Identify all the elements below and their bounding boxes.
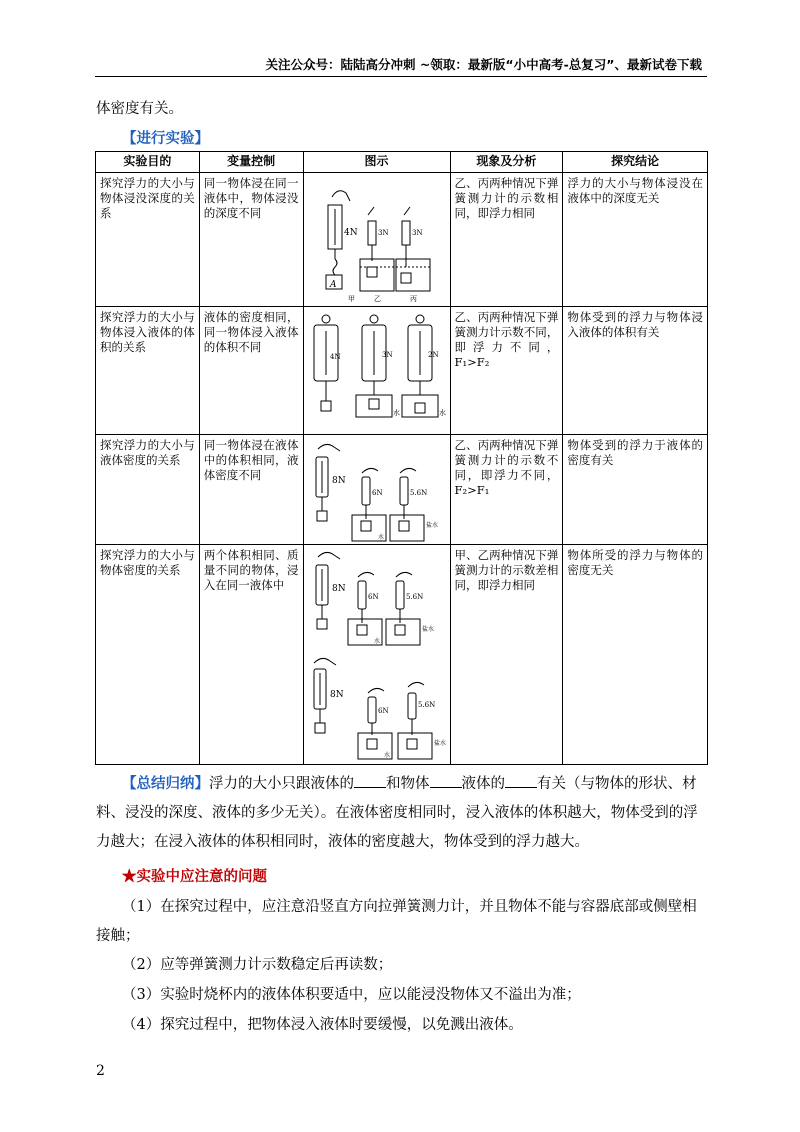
label-3n: 3N [381, 350, 393, 359]
label-4n: 4N [329, 352, 341, 361]
row-analysis: 乙、丙两种情况下弹簧测力计的示数相同，即浮力相同 [450, 173, 563, 307]
fill-blank [354, 773, 386, 788]
label-water: 水 [377, 533, 384, 541]
label-salt-water: 盐水 [425, 521, 438, 529]
label-3n-b: 3N [411, 228, 423, 237]
label-6n-b: 6N [377, 706, 389, 715]
label-yi: 乙 [373, 294, 381, 303]
row-conclusion: 物体受到的浮力于液体的密度有关 [563, 435, 708, 545]
summary-part3: 液体的 [461, 776, 505, 792]
label-3n-a: 3N [377, 228, 389, 237]
table-row [96, 545, 708, 765]
label-water-b: 水 [438, 408, 446, 417]
summary-paragraph [96, 769, 710, 857]
label-4n: 4N [343, 227, 358, 238]
label-bing: 丙 [409, 294, 417, 303]
label-2n: 2N [427, 350, 439, 359]
table-header-row [96, 152, 708, 173]
row-conclusion: 物体受到的浮力与物体浸入液体的体积有关 [563, 307, 708, 435]
header-analysis: 现象及分析 [450, 152, 563, 173]
row-analysis: 甲、乙两种情况下弹簧测力计的示数差相同，即浮力相同 [450, 545, 563, 765]
fill-blank [505, 773, 537, 788]
spring-scale-object-density-diagram [304, 547, 450, 763]
row-analysis: 乙、丙两种情况下弹簧测力计的示数不同，即浮力不同，F₂>F₁ [450, 435, 563, 545]
label-water-a: 水 [373, 637, 380, 645]
label-a: A [329, 279, 337, 290]
intro-text: 体密度有关。 [96, 101, 183, 117]
notes-title: ★实验中应注意的问题 [122, 868, 267, 885]
note-item: （1）在探究过程中，应注意沿竖直方向拉弹簧测力计，并且物体不能与容器底部或侧壁相接触； [96, 899, 697, 944]
row-figure [303, 545, 450, 765]
summary-part1: 浮力的大小只跟液体的 [209, 776, 354, 792]
label-5-6n: 5.6N [409, 488, 427, 497]
note-item: （2）应等弹簧测力计示数稳定后再读数； [122, 957, 393, 973]
row-purpose: 探究浮力的大小与物体浸入液体的体积的关系 [96, 307, 200, 435]
header-divider [95, 76, 707, 77]
page-number: 2 [96, 1063, 105, 1079]
row-control: 同一物体浸在同一液体中，物体浸没的深度不同 [199, 173, 303, 307]
row-purpose: 探究浮力的大小与物体密度的关系 [96, 545, 200, 765]
row-control: 液体的密度相同，同一物体浸入液体的体积不同 [199, 307, 303, 435]
note-item: （4）探究过程中，把物体浸入液体时要缓慢，以免溅出液体。 [122, 1017, 523, 1033]
header-figure: 图示 [303, 152, 450, 173]
label-5-6n-a: 5.6N [405, 592, 423, 601]
fill-blank [430, 773, 462, 788]
section-title: 【进行实验】 [122, 130, 209, 147]
label-water-a: 水 [392, 408, 400, 417]
experiment-table [95, 151, 708, 765]
header-purpose: 实验目的 [96, 152, 200, 173]
table-row [96, 173, 708, 307]
row-purpose: 探究浮力的大小与物体浸没深度的关系 [96, 173, 200, 307]
page-header: 关注公众号：陆陆高分冲刺 ~领取：最新版“小中高考-总复习”、最新试卷下载 [265, 57, 702, 72]
row-analysis: 乙、丙两种情况下弹簧测力计示数不同，即浮力不同，F₁>F₂ [450, 307, 563, 435]
summary-part2: 和物体 [386, 776, 430, 792]
label-6n-a: 6N [367, 592, 379, 601]
row-conclusion: 物体所受的浮力与物体的密度无关 [563, 545, 708, 765]
row-purpose: 探究浮力的大小与液体密度的关系 [96, 435, 200, 545]
spring-scale-volume-diagram [304, 309, 450, 433]
spring-scale-density-diagram [304, 437, 450, 543]
table-row [96, 435, 708, 545]
row-control: 两个体积相同、质量不同的物体，浸入在同一液体中 [199, 545, 303, 765]
table-row [96, 307, 708, 435]
row-figure [303, 435, 450, 545]
row-control: 同一物体浸在液体中的体积相同，液体密度不同 [199, 435, 303, 545]
label-salt-water-b: 盐水 [433, 739, 446, 747]
spring-scale-depth-diagram [304, 175, 450, 305]
label-8n-b: 8N [329, 689, 344, 700]
label-salt-water-a: 盐水 [421, 625, 434, 633]
label-8n-a: 8N [331, 583, 346, 594]
row-conclusion: 浮力的大小与物体浸没在液体中的深度无关 [563, 173, 708, 307]
note-item: （3）实验时烧杯内的液体体积要适中，应以能浸没物体又不溢出为准； [122, 987, 581, 1003]
label-5-6n-b: 5.6N [417, 700, 435, 709]
label-water-b: 水 [383, 751, 390, 759]
label-6n: 6N [371, 488, 383, 497]
row-figure [303, 173, 450, 307]
label-jia: 甲 [347, 294, 355, 303]
header-control: 变量控制 [199, 152, 303, 173]
row-figure [303, 307, 450, 435]
summary-tag: 【总结归纳】 [122, 775, 209, 792]
label-8n: 8N [331, 475, 346, 486]
summary-part4: 有关（与物体的形状、材料、浸没的深度、液体的多少无关）。在液体密度相同时，浸入液体的体积越大，物体受到的浮力越大；在浸入液体的体积相同时，液体的密度越大，物体受到的浮力越大。 [96, 776, 698, 850]
header-conclusion: 探究结论 [563, 152, 708, 173]
